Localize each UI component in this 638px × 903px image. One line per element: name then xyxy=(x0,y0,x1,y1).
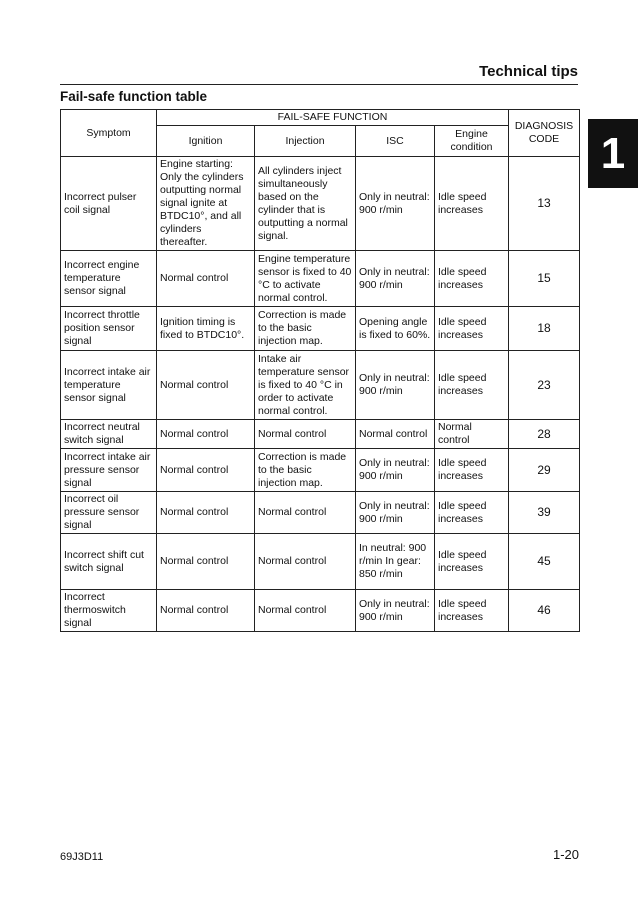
header-symptom: Symptom xyxy=(61,110,157,157)
cell-diagnosis-code: 45 xyxy=(509,534,580,590)
cell-isc: Only in neutral: 900 r/min xyxy=(356,157,435,251)
header-rule xyxy=(60,84,578,85)
cell-isc: Only in neutral: 900 r/min xyxy=(356,351,435,420)
cell-diagnosis-code: 46 xyxy=(509,590,580,632)
cell-engine-condition: Idle speed increases xyxy=(435,449,509,492)
cell-injection: Engine temperature sensor is fixed to 40 °C to activate normal control. xyxy=(255,251,356,307)
cell-isc: Opening angle is fixed to 60%. xyxy=(356,307,435,351)
footer-doc-code: 69J3D11 xyxy=(60,851,104,863)
cell-ignition: Normal control xyxy=(157,351,255,420)
cell-symptom: Incorrect shift cut switch signal xyxy=(61,534,157,590)
cell-diagnosis-code: 29 xyxy=(509,449,580,492)
table-row xyxy=(61,492,580,534)
header-fail-safe-function: FAIL-SAFE FUNCTION xyxy=(157,110,509,126)
cell-isc: Only in neutral: 900 r/min xyxy=(356,492,435,534)
cell-injection: Correction is made to the basic injection map. xyxy=(255,307,356,351)
cell-injection: Normal control xyxy=(255,420,356,449)
cell-injection: Normal control xyxy=(255,534,356,590)
cell-injection: Normal control xyxy=(255,590,356,632)
cell-symptom: Incorrect intake air pressure sensor signal xyxy=(61,449,157,492)
cell-diagnosis-code: 15 xyxy=(509,251,580,307)
cell-isc: Only in neutral: 900 r/min xyxy=(356,251,435,307)
cell-engine-condition: Idle speed increases xyxy=(435,157,509,251)
cell-engine-condition: Idle speed increases xyxy=(435,590,509,632)
cell-engine-condition: Normal control xyxy=(435,420,509,449)
cell-ignition: Normal control xyxy=(157,251,255,307)
table-row xyxy=(61,251,580,307)
table-row xyxy=(61,534,580,590)
section-title: Fail-safe function table xyxy=(60,89,208,104)
table-row xyxy=(61,449,580,492)
table-row xyxy=(61,351,580,420)
cell-injection: Normal control xyxy=(255,492,356,534)
cell-symptom: Incorrect neutral switch signal xyxy=(61,420,157,449)
header-injection: Injection xyxy=(255,126,356,157)
fail-safe-table xyxy=(60,109,580,632)
cell-ignition: Normal control xyxy=(157,420,255,449)
cell-engine-condition: Idle speed increases xyxy=(435,307,509,351)
cell-injection: Correction is made to the basic injection map. xyxy=(255,449,356,492)
cell-engine-condition: Idle speed increases xyxy=(435,351,509,420)
cell-engine-condition: Idle speed increases xyxy=(435,251,509,307)
cell-isc: Only in neutral: 900 r/min xyxy=(356,449,435,492)
cell-symptom: Incorrect engine temperature sensor signal xyxy=(61,251,157,307)
cell-engine-condition: Idle speed increases xyxy=(435,492,509,534)
page-header-title: Technical tips xyxy=(479,63,578,80)
cell-symptom: Incorrect oil pressure sensor signal xyxy=(61,492,157,534)
cell-diagnosis-code: 39 xyxy=(509,492,580,534)
cell-diagnosis-code: 28 xyxy=(509,420,580,449)
cell-ignition: Engine starting: Only the cylinders outputting normal signal ignite at BTDC10°, and all cylinders thereafter. xyxy=(157,157,255,251)
header-diagnosis-code: DIAGNOSIS CODE xyxy=(509,110,580,157)
table-row xyxy=(61,420,580,449)
cell-ignition: Normal control xyxy=(157,449,255,492)
header-engine-condition: Engine condition xyxy=(435,126,509,157)
table-row xyxy=(61,590,580,632)
cell-isc: Only in neutral: 900 r/min xyxy=(356,590,435,632)
cell-injection: All cylinders inject simultaneously based on the cylinder that is outputting a normal signal. xyxy=(255,157,356,251)
header-ignition: Ignition xyxy=(157,126,255,157)
cell-symptom: Incorrect thermoswitch signal xyxy=(61,590,157,632)
footer-page-number: 1-20 xyxy=(552,847,579,862)
cell-diagnosis-code: 23 xyxy=(509,351,580,420)
cell-ignition: Ignition timing is fixed to BTDC10°. xyxy=(157,307,255,351)
cell-diagnosis-code: 18 xyxy=(509,307,580,351)
cell-symptom: Incorrect intake air temperature sensor signal xyxy=(61,351,157,420)
cell-diagnosis-code: 13 xyxy=(509,157,580,251)
cell-isc: Normal control xyxy=(356,420,435,449)
cell-ignition: Normal control xyxy=(157,590,255,632)
chapter-tab: 1 xyxy=(588,119,638,188)
cell-engine-condition: Idle speed increases xyxy=(435,534,509,590)
table-row xyxy=(61,307,580,351)
cell-injection: Intake air temperature sensor is fixed to 40 °C in order to activate normal control. xyxy=(255,351,356,420)
cell-ignition: Normal control xyxy=(157,492,255,534)
header-isc: ISC xyxy=(356,126,435,157)
cell-isc: In neutral: 900 r/min In gear: 850 r/min xyxy=(356,534,435,590)
cell-symptom: Incorrect pulser coil signal xyxy=(61,157,157,251)
table-row xyxy=(61,157,580,251)
cell-symptom: Incorrect throttle position sensor signal xyxy=(61,307,157,351)
cell-ignition: Normal control xyxy=(157,534,255,590)
